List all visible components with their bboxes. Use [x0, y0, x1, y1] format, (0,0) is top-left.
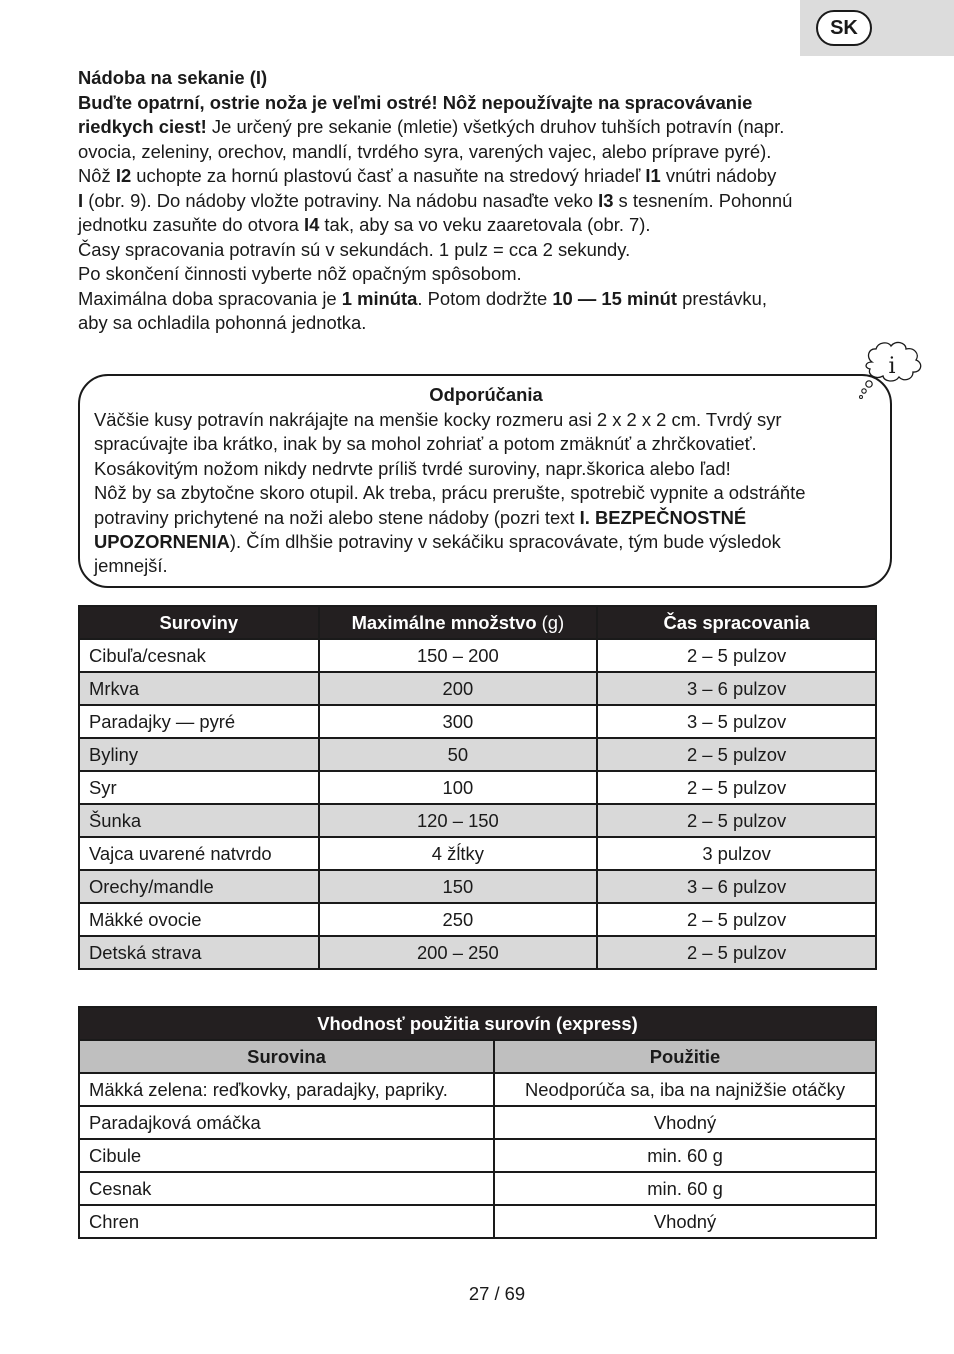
table-row	[79, 804, 876, 837]
section-heading: Nádoba na sekanie (I)	[78, 67, 268, 88]
table-cell: Šunka	[79, 804, 319, 837]
chopping-bowl-section	[78, 66, 888, 336]
intro-line: Časy spracovania potravín sú v sekundách. 1 pulz = cca 2 sekundy.	[78, 238, 631, 260]
table-cell: 3 – 6 pulzov	[597, 870, 876, 903]
table-cell: Vhodný	[494, 1106, 876, 1139]
table-row	[79, 1172, 876, 1205]
table-row	[79, 639, 876, 672]
table-caption-row	[79, 1007, 876, 1040]
table-header-row	[79, 606, 876, 639]
recommendation-line: UPOZORNENIA). Čím dlhšie potraviny v sekáčiku spracovávate, tým bude výsledok	[94, 531, 781, 553]
table-cell: Detská strava	[79, 936, 319, 969]
svg-text:i: i	[888, 354, 896, 379]
table-cell: 120 – 150	[319, 804, 598, 837]
table-cell: Mäkká zelena: reďkovky, paradajky, papriky.	[79, 1073, 494, 1106]
table-cell: 3 – 5 pulzov	[597, 705, 876, 738]
recommendation-line: Nôž by sa zbytočne skoro otupil. Ak treba, prácu prerušte, spotrebič vypnite a odstráňte	[94, 482, 806, 504]
column-header-use: Použitie	[494, 1040, 876, 1073]
table-cell: Mrkva	[79, 672, 319, 705]
table-cell: 150 – 200	[319, 639, 598, 672]
recommendations-body	[94, 408, 890, 579]
table-cell: 2 – 5 pulzov	[597, 936, 876, 969]
recommendation-line: jemnejší.	[94, 555, 168, 577]
recommendation-line: potraviny prichytené na noži alebo stene nádoby (pozri text I. BEZPEČNOSTNÉ	[94, 506, 747, 528]
language-badge: SK	[816, 10, 872, 46]
table-cell: Mäkké ovocie	[79, 903, 319, 936]
table-row	[79, 1205, 876, 1238]
warning-line: Buďte opatrní, ostrie noža je veľmi ostré! Nôž nepoužívajte na spracovávanie	[78, 91, 753, 113]
intro-line: Po skončení činnosti vyberte nôž opačným spôsobom.	[78, 263, 522, 284]
column-header-time: Čas spracovania	[597, 606, 876, 639]
table-cell: Cibule	[79, 1139, 494, 1172]
table-row	[79, 870, 876, 903]
table-cell: Neodporúča sa, iba na najnižšie otáčky	[494, 1073, 876, 1106]
table-cell: Vhodný	[494, 1205, 876, 1238]
table-cell: 250	[319, 903, 598, 936]
column-header-ingredient: Surovina	[79, 1040, 494, 1073]
table-cell: 3 pulzov	[597, 837, 876, 870]
table-cell: Byliny	[79, 738, 319, 771]
table-row	[79, 903, 876, 936]
recommendations-title: Odporúčania	[429, 384, 543, 405]
table-cell: min. 60 g	[494, 1172, 876, 1205]
recommendation-line: spracúvajte iba krátko, inak by sa mohol zohriať a potom zmäknúť a zhrčkovatieť.	[94, 433, 757, 455]
processing-times-table	[78, 605, 877, 970]
table-cell: Cibuľa/cesnak	[79, 639, 319, 672]
table-cell: 4 žĺtky	[319, 837, 598, 870]
table-cell: min. 60 g	[494, 1139, 876, 1172]
table-cell: 200	[319, 672, 598, 705]
recommendation-line: Väčšie kusy potravín nakrájajte na menšie kocky rozmeru asi 2 x 2 x 2 cm. Tvrdý syr	[94, 409, 782, 430]
table-row	[79, 837, 876, 870]
suitability-table-title: Vhodnosť použitia surovín (express)	[79, 1007, 876, 1040]
table-cell: Syr	[79, 771, 319, 804]
table-row	[79, 738, 876, 771]
warning-line-2: riedkych ciest! Je určený pre sekanie (mletie) všetkých druhov tuhších potravín (napr.	[78, 116, 785, 137]
table-cell: Paradajková omáčka	[79, 1106, 494, 1139]
intro-line: Maximálna doba spracovania je 1 minúta. Potom dodržte 10 — 15 minút prestávku,	[78, 287, 767, 309]
table-cell: 2 – 5 pulzov	[597, 738, 876, 771]
column-header-ingredient: Suroviny	[79, 606, 319, 639]
table-row	[79, 672, 876, 705]
table-header-row	[79, 1040, 876, 1073]
info-thought-bubble-icon	[858, 340, 926, 402]
table-cell: 200 – 250	[319, 936, 598, 969]
table-row	[79, 1106, 876, 1139]
table-cell: Cesnak	[79, 1172, 494, 1205]
table-row	[79, 936, 876, 969]
table-cell: 2 – 5 pulzov	[597, 639, 876, 672]
table-row	[79, 1073, 876, 1106]
table-cell: 300	[319, 705, 598, 738]
table-cell: Vajca uvarené natvrdo	[79, 837, 319, 870]
suitability-table	[78, 1006, 877, 1239]
table-cell: Chren	[79, 1205, 494, 1238]
intro-line: aby sa ochladila pohonná jednotka.	[78, 312, 367, 333]
table-row	[79, 705, 876, 738]
table-cell: 150	[319, 870, 598, 903]
table-cell: 2 – 5 pulzov	[597, 771, 876, 804]
column-header-max-amount: Maximálne množstvo (g)	[319, 606, 598, 639]
table-cell: 3 – 6 pulzov	[597, 672, 876, 705]
page-number: 27 / 69	[468, 1283, 526, 1304]
table-cell: 2 – 5 pulzov	[597, 804, 876, 837]
intro-line: I (obr. 9). Do nádoby vložte potraviny. Na nádobu nasaďte veko I3 s tesnením. Pohonnú	[78, 189, 793, 211]
table-cell: 100	[319, 771, 598, 804]
table-cell: 50	[319, 738, 598, 771]
table-cell: 2 – 5 pulzov	[597, 903, 876, 936]
recommendation-line: Kosákovitým nožom nikdy nedrvte príliš tvrdé suroviny, napr.škorica alebo ľad!	[94, 457, 731, 479]
table-cell: Orechy/mandle	[79, 870, 319, 903]
table-cell: Paradajky — pyré	[79, 705, 319, 738]
table-row	[79, 1139, 876, 1172]
intro-line: ovocia, zeleniny, orechov, mandlí, tvrdého syra, varených vajec, alebo príprave pyré).	[78, 140, 772, 162]
table-row	[79, 771, 876, 804]
intro-line: Nôž I2 uchopte za hornú plastovú časť a nasuňte na stredový hriadeľ I1 vnútri nádoby	[78, 165, 777, 186]
recommendations-box	[78, 374, 892, 588]
intro-line: jednotku zasuňte do otvora I4 tak, aby sa vo veku zaaretovala (obr. 7).	[78, 214, 651, 235]
